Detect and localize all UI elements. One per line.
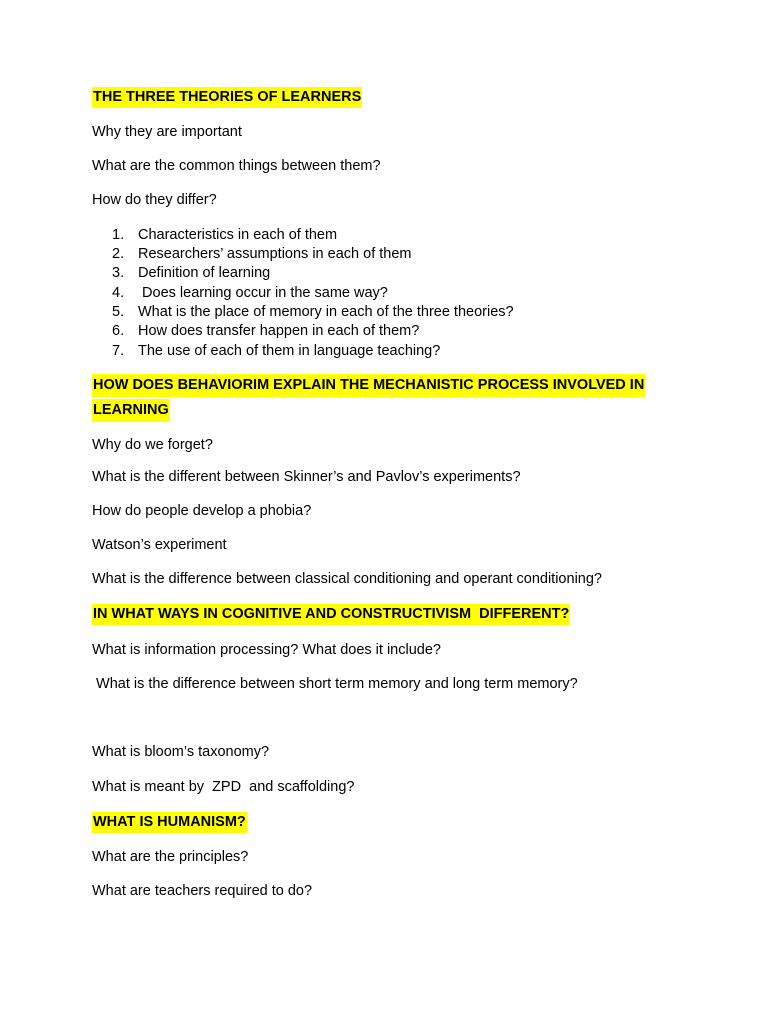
list-number: 2. [112, 246, 125, 262]
numbered-list-item [112, 226, 337, 244]
highlighted-heading-text: WHAT IS HUMANISM? [92, 812, 247, 833]
list-item-text: How does transfer happen in each of them? [138, 323, 420, 339]
question-line: How do they differ? [92, 192, 217, 208]
section-heading [92, 605, 570, 623]
list-item-text: Definition of learning [138, 265, 271, 281]
list-number: 6. [112, 323, 125, 339]
question-line: Why they are important [92, 124, 242, 140]
list-item-text: Characteristics in each of them [138, 227, 338, 243]
question-line: What are teachers required to do? [92, 883, 313, 899]
section-heading [92, 373, 692, 423]
section-heading [92, 88, 362, 106]
section-heading [92, 813, 247, 831]
list-item-text: Researchers’ assumptions in each of them [138, 246, 412, 262]
numbered-list-item [112, 322, 419, 340]
question-line: What is meant by ZPD and scaffolding? [92, 779, 355, 795]
list-item-text: What is the place of memory in each of the three theories? [138, 304, 514, 320]
question-line: What are the principles? [92, 849, 249, 865]
question-line: What is the different between Skinner’s and Pavlov’s experiments? [92, 469, 521, 485]
highlighted-heading-text: THE THREE THEORIES OF LEARNERS [92, 87, 362, 108]
list-number: 5. [112, 304, 125, 320]
question-line: What is the difference between classical conditioning and operant conditioning? [92, 571, 602, 587]
highlighted-heading-text: HOW DOES BEHAVIORIM EXPLAIN THE MECHANISTIC PROCESS INVOLVED IN [92, 374, 645, 397]
numbered-list-item [112, 303, 514, 321]
numbered-list-item [112, 284, 388, 302]
question-line: How do people develop a phobia? [92, 503, 312, 519]
list-number: 1. [112, 227, 125, 243]
question-line: Why do we forget? [92, 437, 213, 453]
numbered-list-item [112, 342, 440, 360]
question-line: What are the common things between them? [92, 158, 381, 174]
question-line: What is the difference between short term memory and long term memory? [92, 676, 578, 692]
question-line: Watson’s experiment [92, 537, 227, 553]
list-item-text: Does learning occur in the same way? [138, 285, 388, 301]
numbered-list-item [112, 245, 411, 263]
highlighted-heading-text: LEARNING [92, 399, 170, 422]
list-number: 4. [112, 285, 125, 301]
question-line: What is bloom’s taxonomy? [92, 744, 270, 760]
list-number: 3. [112, 265, 125, 281]
highlighted-heading-text: IN WHAT WAYS IN COGNITIVE AND CONSTRUCTIVISM DIFFERENT? [92, 604, 570, 625]
list-number: 7. [112, 343, 125, 359]
numbered-list-item [112, 264, 270, 282]
list-item-text: The use of each of them in language teaching? [138, 343, 441, 359]
question-line: What is information processing? What does it include? [92, 642, 441, 658]
